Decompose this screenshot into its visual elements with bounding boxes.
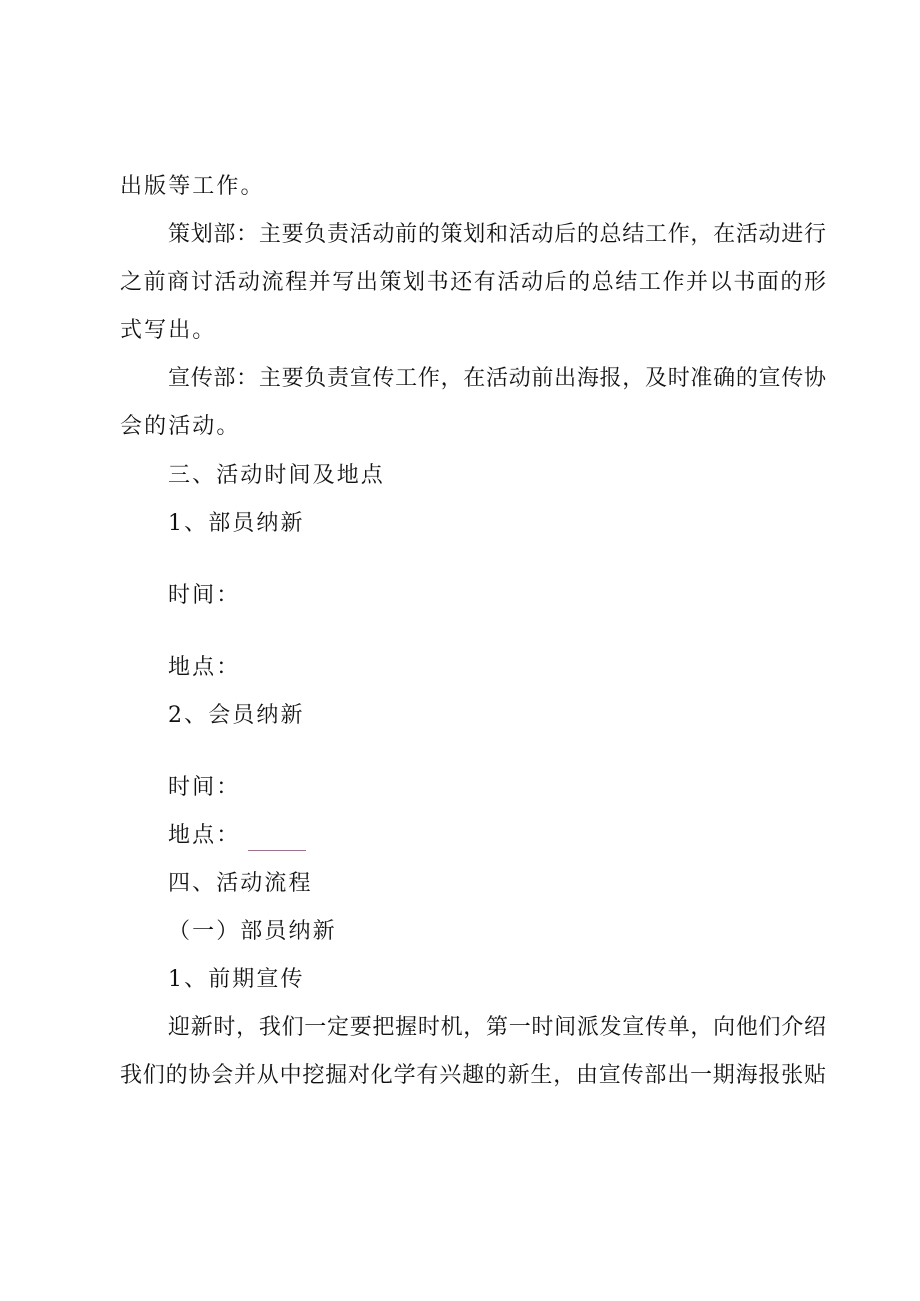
paragraph-welcome-line-1: 迎新时，我们一定要把握时机，第一时间派发宣传单，向他们介绍 <box>168 1015 826 1040</box>
item-heading-1: 1、部员纳新 <box>168 511 305 536</box>
time-label-1: 时间： <box>168 583 241 608</box>
place-label-2: 地点： <box>168 823 241 848</box>
paragraph-planning-line-3: 式写出。 <box>120 318 217 343</box>
section-heading-4: 四、活动流程 <box>168 871 313 896</box>
paragraph-planning-line-1: 策划部：主要负责活动前的策划和活动后的总结工作，在活动进行 <box>168 222 826 247</box>
paragraph-publish-end: 出版等工作。 <box>120 174 265 199</box>
paragraph-welcome-line-2: 我们的协会并从中挖掘对化学有兴趣的新生，由宣传部出一期海报张贴 <box>120 1063 826 1088</box>
time-label-2: 时间： <box>168 775 241 800</box>
place-row-2 <box>168 821 306 851</box>
place-label-1: 地点： <box>168 655 241 680</box>
step-heading-1: 1、前期宣传 <box>168 967 305 992</box>
paragraph-planning-line-2: 之前商讨活动流程并写出策划书还有活动后的总结工作并以书面的形 <box>120 270 826 295</box>
paragraph-publicity-line-1: 宣传部：主要负责宣传工作，在活动前出海报，及时准确的宣传协 <box>168 366 826 391</box>
sub-heading-1: （一）部员纳新 <box>168 919 337 944</box>
fill-in-blank <box>248 828 306 851</box>
item-heading-2: 2、会员纳新 <box>168 703 305 728</box>
paragraph-publicity-line-2: 会的活动。 <box>120 414 241 439</box>
section-heading-3: 三、活动时间及地点 <box>168 463 385 488</box>
